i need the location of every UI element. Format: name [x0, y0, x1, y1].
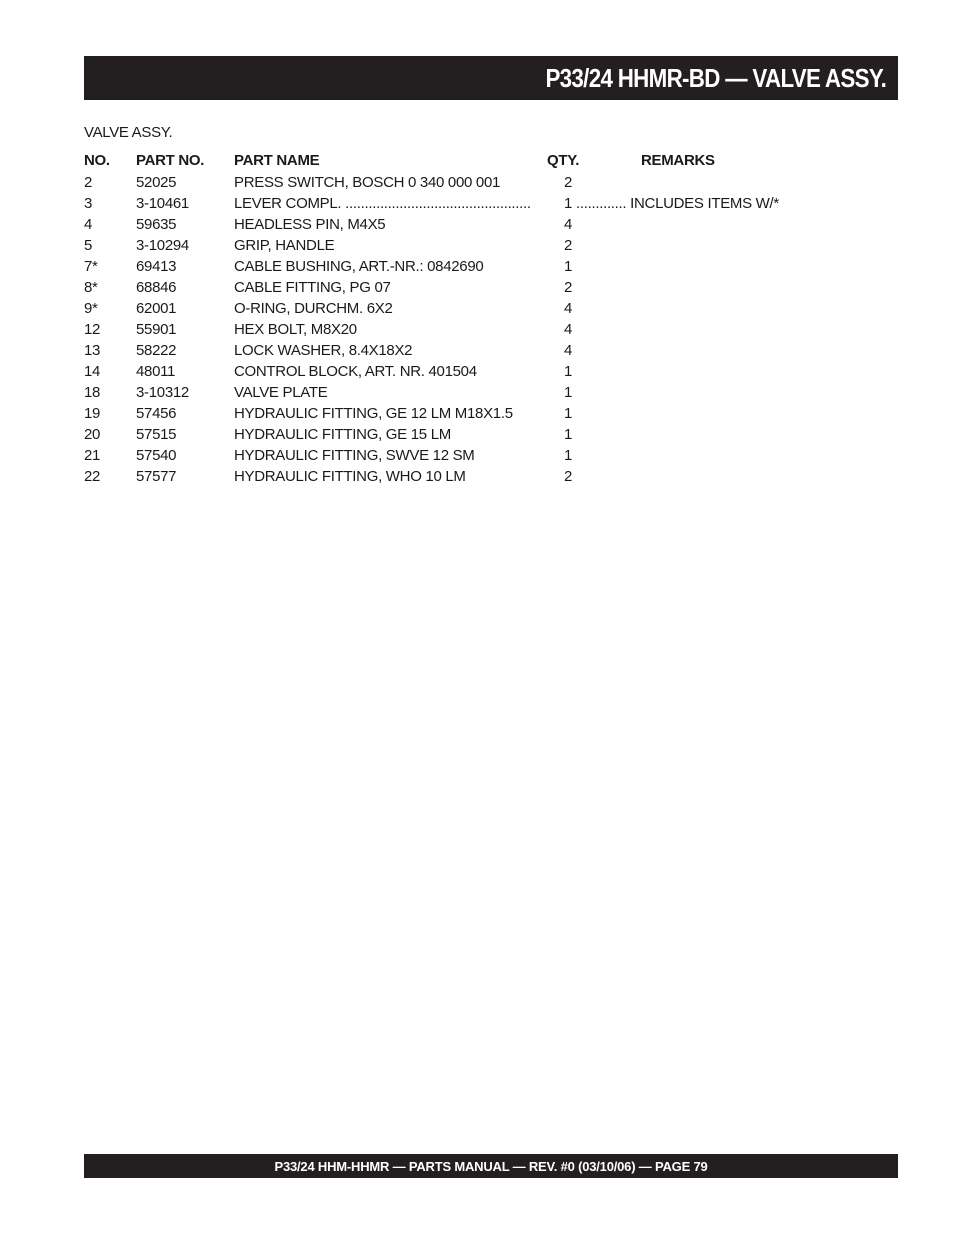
- cell-qty: 1: [563, 363, 573, 380]
- cell-qty: 2: [563, 279, 573, 296]
- cell-part-no: 52025: [136, 174, 177, 191]
- cell-no: 19: [84, 405, 101, 422]
- table-row: [84, 340, 844, 361]
- table-row: [84, 172, 844, 193]
- cell-part-no: 57456: [136, 405, 177, 422]
- table-row: [84, 298, 844, 319]
- cell-no: 3: [84, 195, 93, 212]
- cell-qty: 2: [563, 468, 573, 485]
- table-header-row: [84, 150, 844, 172]
- table-row: [84, 403, 844, 424]
- cell-no: 4: [84, 216, 93, 233]
- cell-qty: 1: [563, 258, 573, 275]
- column-header-part-no: PART NO.: [136, 152, 205, 169]
- cell-part-name: HEADLESS PIN, M4X5: [234, 216, 386, 233]
- cell-part-no: 55901: [136, 321, 177, 338]
- cell-part-no: 68846: [136, 279, 177, 296]
- table-row: [84, 424, 844, 445]
- cell-qty: 2: [563, 174, 573, 191]
- column-header-qty: QTY.: [547, 152, 580, 169]
- table-row: [84, 466, 844, 487]
- parts-table: [84, 150, 844, 487]
- page-header-bar: [84, 56, 898, 100]
- cell-qty: 1: [563, 405, 573, 422]
- cell-part-name: CABLE BUSHING, ART.-NR.: 0842690: [234, 258, 484, 275]
- cell-qty: 4: [563, 321, 573, 338]
- cell-no: 21: [84, 447, 101, 464]
- cell-part-name: PRESS SWITCH, BOSCH 0 340 000 001: [234, 174, 501, 191]
- cell-part-no: 69413: [136, 258, 177, 275]
- cell-part-no: 3-10294: [136, 237, 189, 254]
- cell-part-no: 3-10312: [136, 384, 189, 401]
- cell-part-no: 59635: [136, 216, 177, 233]
- cell-part-name: CONTROL BLOCK, ART. NR. 401504: [234, 363, 477, 380]
- cell-part-name: VALVE PLATE: [234, 384, 328, 401]
- cell-part-name: HYDRAULIC FITTING, GE 15 LM: [234, 426, 451, 443]
- cell-part-name: GRIP, HANDLE: [234, 237, 335, 254]
- cell-part-no: 57577: [136, 468, 177, 485]
- cell-part-name: HYDRAULIC FITTING, GE 12 LM M18X1.5: [234, 405, 513, 422]
- cell-part-name: HYDRAULIC FITTING, SWVE 12 SM: [234, 447, 475, 464]
- cell-qty: 4: [563, 342, 573, 359]
- cell-no: 13: [84, 342, 101, 359]
- cell-qty: 1: [563, 447, 573, 464]
- cell-part-no: 3-10461: [136, 195, 189, 212]
- cell-part-no: 62001: [136, 300, 177, 317]
- table-row: [84, 235, 844, 256]
- table-row: [84, 277, 844, 298]
- cell-qty: 1: [563, 426, 573, 443]
- cell-part-no: 48011: [136, 363, 176, 380]
- cell-part-no: 57540: [136, 447, 177, 464]
- page-title: P33/24 HHMR-BD — VALVE ASSY.: [545, 62, 886, 93]
- section-label: VALVE ASSY.: [84, 124, 173, 141]
- cell-no: 22: [84, 468, 101, 485]
- cell-part-name: HYDRAULIC FITTING, WHO 10 LM: [234, 468, 466, 485]
- cell-part-name: HEX BOLT, M8X20: [234, 321, 357, 338]
- cell-part-name: LEVER COMPL. ................................................: [234, 195, 531, 212]
- cell-part-name: O-RING, DURCHM. 6X2: [234, 300, 393, 317]
- cell-no: 18: [84, 384, 101, 401]
- cell-no: 2: [84, 174, 93, 191]
- page-footer-text: P33/24 HHM-HHMR — PARTS MANUAL — REV. #0 (03/10/06) — PAGE 79: [274, 1158, 708, 1174]
- cell-qty: 1: [563, 384, 573, 401]
- table-row: [84, 214, 844, 235]
- cell-part-no: 57515: [136, 426, 177, 443]
- cell-remarks: ............. INCLUDES ITEMS W/*: [576, 195, 779, 212]
- cell-qty: 2: [563, 237, 573, 254]
- table-row: [84, 256, 844, 277]
- cell-no: 9*: [84, 300, 98, 317]
- table-body: [84, 172, 844, 487]
- table-row: [84, 361, 844, 382]
- cell-no: 20: [84, 426, 101, 443]
- table-row: [84, 319, 844, 340]
- cell-no: 14: [84, 363, 101, 380]
- cell-qty: 4: [563, 300, 573, 317]
- cell-part-name: LOCK WASHER, 8.4X18X2: [234, 342, 413, 359]
- cell-no: 7*: [84, 258, 98, 275]
- table-row: [84, 445, 844, 466]
- cell-qty: 4: [563, 216, 573, 233]
- cell-no: 5: [84, 237, 93, 254]
- column-header-no: NO.: [84, 152, 110, 169]
- column-header-remarks: REMARKS: [641, 152, 715, 169]
- cell-no: 8*: [84, 279, 98, 296]
- cell-part-no: 58222: [136, 342, 177, 359]
- table-row: [84, 382, 844, 403]
- cell-qty: 1: [563, 195, 573, 212]
- page-footer-bar: [84, 1154, 898, 1178]
- column-header-part-name: PART NAME: [234, 152, 320, 169]
- table-row: [84, 193, 844, 214]
- cell-part-name: CABLE FITTING, PG 07: [234, 279, 391, 296]
- cell-no: 12: [84, 321, 101, 338]
